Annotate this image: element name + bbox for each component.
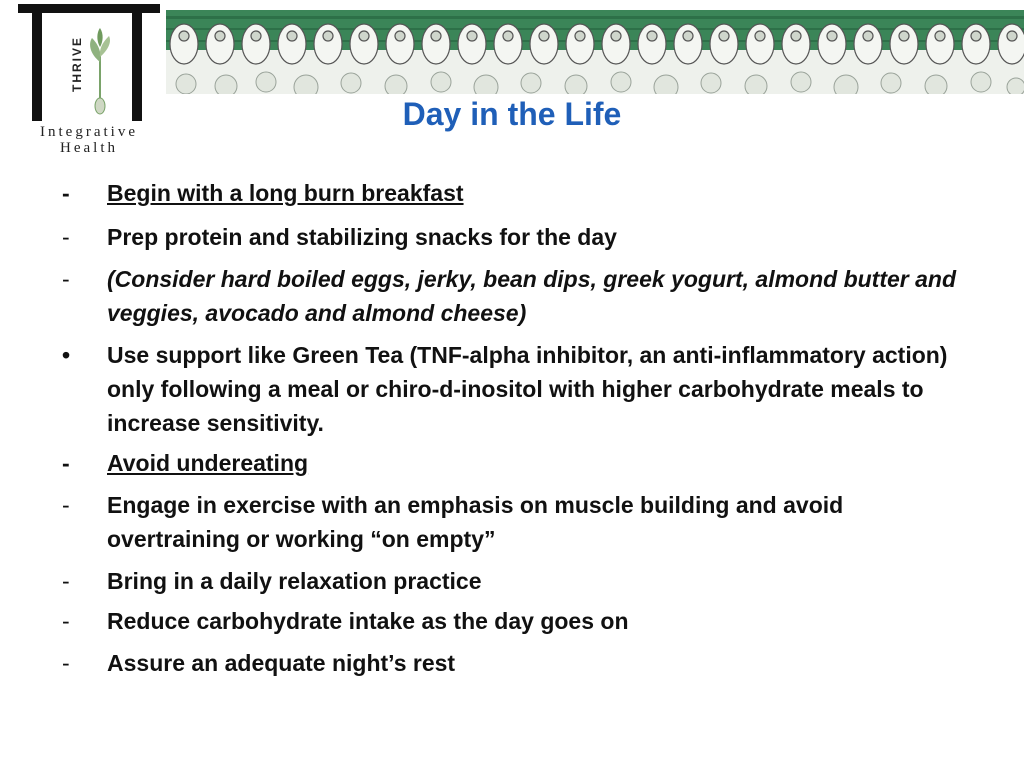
item-text: Begin with a long burn breakfast: [107, 180, 464, 206]
banner-cell: [602, 24, 630, 64]
banner-cell: [386, 24, 414, 64]
item-text: Reduce carbohydrate intake as the day goes on: [107, 608, 629, 634]
banner-cell: [818, 24, 846, 64]
logo-line1: Integrative: [40, 124, 138, 140]
banner-cell-nucleus: [395, 31, 405, 41]
banner-cell-nucleus: [791, 31, 801, 41]
banner-cell-nucleus: [179, 31, 189, 41]
item-text: Prep protein and stabilizing snacks for the day: [107, 224, 617, 250]
banner-cell-nucleus: [611, 31, 621, 41]
banner-cell-nucleus: [503, 31, 513, 41]
banner-cell: [854, 24, 882, 64]
banner-cell: [638, 24, 666, 64]
item-marker: -: [62, 568, 70, 594]
banner-cell: [998, 24, 1024, 64]
banner-cell: [278, 24, 306, 64]
banner-cell-nucleus: [215, 31, 225, 41]
banner-cell: [350, 24, 378, 64]
banner-cell: [458, 24, 486, 64]
banner-cell-nucleus: [863, 31, 873, 41]
banner-cell-nucleus: [899, 31, 909, 41]
item-text: Bring in a daily relaxation practice: [107, 568, 482, 594]
item-text: Use support like Green Tea (TNF-alpha inhibitor, an anti-inflammatory action) only following a meal or chiro-d-inositol with higher carbohydrate meals to increase sensitivity.: [107, 342, 948, 436]
item-marker: -: [62, 608, 70, 634]
banner-cell-nucleus: [719, 31, 729, 41]
banner-cell-nucleus: [323, 31, 333, 41]
item-marker: -: [62, 492, 70, 518]
item-marker: -: [62, 224, 70, 250]
banner-cell-nucleus: [287, 31, 297, 41]
banner-cell-nucleus: [431, 31, 441, 41]
banner-cell: [530, 24, 558, 64]
banner-cell-nucleus: [359, 31, 369, 41]
item-marker: -: [62, 650, 70, 676]
banner-cell-nucleus: [539, 31, 549, 41]
banner-cell: [314, 24, 342, 64]
item-text: Engage in exercise with an emphasis on muscle building and avoid overtraining or working “on empty”: [107, 492, 844, 552]
banner-cell: [710, 24, 738, 64]
banner-cell: [890, 24, 918, 64]
banner-cell-nucleus: [935, 31, 945, 41]
banner-cell: [206, 24, 234, 64]
logo-brand-text: THRIVE: [70, 35, 84, 92]
item-text: (Consider hard boiled eggs, jerky, bean dips, greek yogurt, almond butter and veggies, avocado and almond cheese): [107, 266, 957, 326]
item-marker: -: [62, 266, 70, 292]
banner-cell: [242, 24, 270, 64]
logo-line2: Health: [60, 140, 118, 156]
banner-cell-nucleus: [251, 31, 261, 41]
banner-cell-nucleus: [755, 31, 765, 41]
banner-cell: [422, 24, 450, 64]
item-marker: •: [62, 342, 71, 368]
banner-cell: [170, 24, 198, 64]
item-text: Avoid undereating: [107, 450, 309, 476]
banner-cell-nucleus: [827, 31, 837, 41]
title-text: Day in the Life: [402, 96, 622, 132]
banner-cell: [962, 24, 990, 64]
page-title: [0, 96, 1024, 133]
item-marker: -: [62, 450, 70, 476]
banner-cell-nucleus: [575, 31, 585, 41]
item-marker: -: [62, 180, 70, 206]
item-text: Assure an adequate night’s rest: [107, 650, 456, 676]
cell-banner-image: [166, 10, 1024, 94]
banner-cell: [674, 24, 702, 64]
banner-cell: [782, 24, 810, 64]
banner-cell-nucleus: [1007, 31, 1017, 41]
banner-cell: [926, 24, 954, 64]
banner-cell-nucleus: [971, 31, 981, 41]
banner-cell-nucleus: [647, 31, 657, 41]
banner-cell-nucleus: [467, 31, 477, 41]
banner-cell-nucleus: [683, 31, 693, 41]
banner-cell: [494, 24, 522, 64]
banner-cell: [566, 24, 594, 64]
banner-cell: [746, 24, 774, 64]
